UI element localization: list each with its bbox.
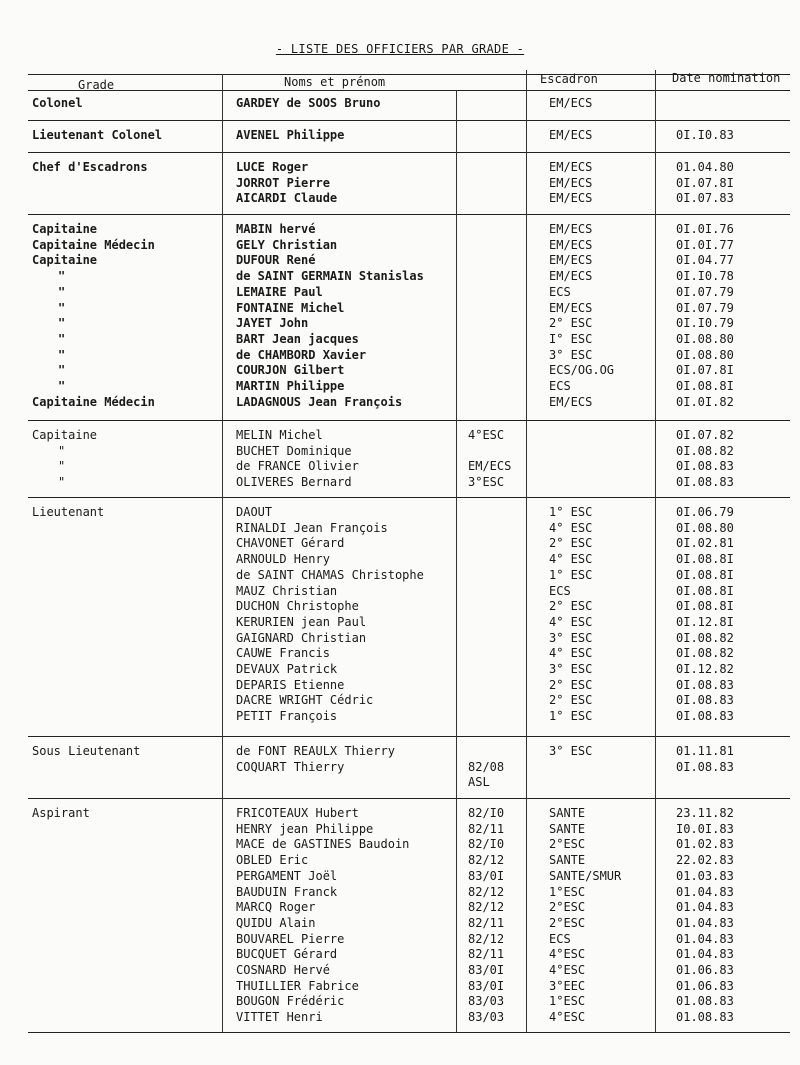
name-cell: BOUVAREL Pierre	[236, 931, 345, 946]
escadron-cell: 83/0I	[468, 963, 505, 977]
escadron-cell: SANTE	[549, 821, 586, 836]
escadron-cell: EM/ECS	[549, 160, 593, 174]
name-cell: LUCE Roger	[236, 160, 309, 174]
page-title: - LISTE DES OFFICIERS PAR GRADE -	[275, 42, 525, 56]
name-cell: MAUZ Christian	[236, 583, 338, 598]
name-cell: PERGAMENT Joël	[236, 868, 338, 883]
escadron-cell: 82/I0	[468, 837, 505, 852]
header-date: Date nomination	[672, 71, 781, 85]
name-cell: GARDEY de SOOS Bruno	[236, 96, 381, 110]
date-cell: 0I.07.79	[676, 284, 734, 299]
name-cell: DEVAUX Patrick	[236, 662, 338, 676]
name-cell: de SAINT CHAMAS Christophe	[236, 567, 424, 582]
escadron-cell: 82/11	[468, 947, 505, 962]
group-rule	[28, 420, 790, 421]
escadron-cell: 2° ESC	[549, 536, 593, 551]
grade-cell: Capitaine Médecin	[32, 394, 155, 409]
group-rule	[28, 736, 790, 737]
escadron-cell: ECS	[549, 931, 571, 946]
escadron-cell: 83/0I	[468, 868, 505, 883]
name-cell: HENRY jean Philippe	[236, 821, 374, 836]
name-cell: MARCQ Roger	[236, 900, 316, 915]
escadron-cell: EM/ECS	[549, 300, 593, 315]
escadron-cell: 1° ESC	[549, 709, 593, 724]
escadron-cell: 2°ESC	[549, 837, 586, 852]
escadron-cell: 82/08	[468, 759, 505, 774]
name-cell: OBLED Eric	[236, 853, 309, 868]
escadron-cell: 82/I0	[468, 806, 505, 820]
escadron-cell: SANTE	[549, 806, 586, 820]
header-noms: Noms et prénom	[284, 75, 386, 89]
date-cell: 0I.08.83	[676, 459, 734, 474]
escadron-cell: 1°ESC	[549, 884, 586, 899]
escadron-cell: EM/ECS	[549, 222, 593, 236]
escadron-cell: ECS	[549, 379, 571, 393]
date-cell: 0I.07.8I	[676, 363, 734, 378]
date-cell: 01.04.83	[676, 915, 734, 930]
escadron-cell: 1°ESC	[549, 994, 586, 1009]
escadron-cell: 2°ESC	[549, 915, 586, 930]
date-cell: 0I.08.82	[676, 646, 734, 661]
escadron-cell: EM/ECS	[549, 175, 593, 190]
grade-cell: Capitaine	[32, 222, 98, 236]
name-cell: de FONT REAULX Thierry	[236, 744, 395, 758]
column-divider	[655, 70, 656, 1032]
grade-cell: "	[58, 300, 66, 315]
name-cell: COQUART Thierry	[236, 759, 345, 774]
escadron-cell: 2°ESC	[549, 900, 586, 915]
escadron-cell: 4° ESC	[549, 646, 593, 661]
name-cell: BAUDUIN Franck	[236, 884, 338, 899]
date-cell: 0I.08.8I	[676, 567, 734, 582]
grade-cell: Aspirant	[32, 806, 90, 820]
date-cell: 0I.0I.77	[676, 237, 734, 252]
escadron-cell: EM/ECS	[549, 237, 593, 252]
escadron-cell: ASL	[468, 775, 490, 790]
date-cell: 01.03.83	[676, 868, 734, 883]
group-rule	[28, 152, 790, 153]
name-cell: LEMAIRE Paul	[236, 284, 323, 299]
name-cell: BOUGON Frédéric	[236, 994, 345, 1009]
date-cell: 0I.12.8I	[676, 614, 734, 629]
date-cell: 0I.08.8I	[676, 583, 734, 598]
name-cell: MACE de GASTINES Baudoin	[236, 837, 410, 852]
name-cell: ARNOULD Henry	[236, 552, 330, 567]
grade-cell: Chef d'Escadrons	[32, 160, 148, 174]
date-cell: 0I.04.77	[676, 253, 734, 268]
escadron-cell: 2° ESC	[549, 693, 593, 708]
escadron-cell: 83/03	[468, 994, 505, 1009]
name-cell: AICARDI Claude	[236, 191, 338, 206]
date-cell: 22.02.83	[676, 853, 734, 868]
escadron-cell: 82/12	[468, 900, 505, 915]
name-cell: PETIT François	[236, 709, 338, 724]
name-cell: AVENEL Philippe	[236, 128, 345, 142]
escadron-cell: 4°ESC	[468, 428, 505, 442]
name-cell: JAYET John	[236, 316, 309, 331]
group-rule	[28, 120, 790, 121]
escadron-cell: 4°ESC	[549, 947, 586, 962]
escadron-cell: 82/11	[468, 821, 505, 836]
date-cell: 0I.08.80	[676, 520, 734, 535]
name-cell: de CHAMBORD Xavier	[236, 347, 367, 362]
name-cell: MABIN hervé	[236, 222, 316, 236]
escadron-cell: 82/12	[468, 931, 505, 946]
name-cell: FRICOTEAUX Hubert	[236, 806, 359, 820]
date-cell: 0I.06.79	[676, 505, 734, 519]
date-cell: 0I.08.82	[676, 630, 734, 645]
name-cell: QUIDU Alain	[236, 915, 316, 930]
escadron-cell: 3°ESC	[468, 475, 505, 490]
date-cell: 0I.08.8I	[676, 379, 734, 393]
escadron-cell: 1° ESC	[549, 567, 593, 582]
header-bottom-rule	[28, 90, 790, 91]
grade-cell: Capitaine	[32, 428, 98, 442]
grade-cell: Lieutenant	[32, 505, 105, 519]
escadron-cell: EM/ECS	[549, 96, 593, 110]
date-cell: 0I.08.82	[676, 443, 734, 458]
column-divider	[456, 90, 457, 1032]
grade-cell: "	[58, 443, 66, 458]
escadron-cell: 2° ESC	[549, 599, 593, 614]
escadron-cell: 3° ESC	[549, 630, 593, 645]
escadron-cell: 3° ESC	[549, 347, 593, 362]
escadron-cell: I° ESC	[549, 331, 593, 346]
name-cell: FONTAINE Michel	[236, 300, 345, 315]
name-cell: GELY Christian	[236, 237, 338, 252]
date-cell: I0.0I.83	[676, 821, 734, 836]
escadron-cell: EM/ECS	[549, 394, 593, 409]
escadron-cell: 4° ESC	[549, 614, 593, 629]
date-cell: 0I.07.8I	[676, 175, 734, 190]
escadron-cell: EM/ECS	[468, 459, 512, 474]
date-cell: 01.11.81	[676, 744, 734, 758]
grade-cell: Colonel	[32, 96, 83, 110]
grade-cell: Capitaine	[32, 253, 98, 268]
date-cell: 0I.I0.78	[676, 269, 734, 284]
name-cell: CHAVONET Gérard	[236, 536, 345, 551]
name-cell: OLIVERES Bernard	[236, 475, 352, 490]
date-cell: 0I.08.83	[676, 475, 734, 490]
grade-cell: Lieutenant Colonel	[32, 128, 163, 142]
date-cell: 0I.I0.79	[676, 316, 734, 331]
name-cell: DACRE WRIGHT Cédric	[236, 693, 374, 708]
escadron-cell: EM/ECS	[549, 191, 593, 206]
escadron-cell: ECS	[549, 583, 571, 598]
table-bottom-rule	[28, 1032, 790, 1033]
date-cell: 0I.12.82	[676, 662, 734, 676]
group-rule	[28, 497, 790, 498]
escadron-cell: ECS/OG.OG	[549, 363, 615, 378]
date-cell: 0I.0I.76	[676, 222, 734, 236]
name-cell: DUCHON Christophe	[236, 599, 359, 614]
grade-cell: "	[58, 475, 66, 490]
date-cell: 0I.08.8I	[676, 599, 734, 614]
escadron-cell: 2° ESC	[549, 677, 593, 692]
date-cell: 0I.0I.82	[676, 394, 734, 409]
date-cell: 23.11.82	[676, 806, 734, 820]
grade-cell: Sous Lieutenant	[32, 744, 141, 758]
date-cell: 0I.08.83	[676, 759, 734, 774]
grade-cell: "	[58, 379, 66, 393]
name-cell: VITTET Henri	[236, 1010, 323, 1025]
escadron-cell: 82/11	[468, 915, 505, 930]
date-cell: 0I.08.80	[676, 331, 734, 346]
escadron-cell: 4° ESC	[549, 520, 593, 535]
escadron-cell: 3°EEC	[549, 978, 586, 993]
escadron-cell: 4°ESC	[549, 1010, 586, 1025]
name-cell: JORROT Pierre	[236, 175, 330, 190]
date-cell: 0I.08.83	[676, 709, 734, 724]
escadron-cell: 3° ESC	[549, 744, 593, 758]
date-cell: 0I.07.82	[676, 428, 734, 442]
name-cell: de FRANCE Olivier	[236, 459, 359, 474]
escadron-cell: EM/ECS	[549, 253, 593, 268]
escadron-cell: EM/ECS	[549, 128, 593, 142]
name-cell: CAUWE Francis	[236, 646, 330, 661]
escadron-cell: 82/12	[468, 884, 505, 899]
date-cell: 01.04.83	[676, 931, 734, 946]
grade-cell: Capitaine Médecin	[32, 237, 155, 252]
header-escadron: Escadron	[540, 72, 598, 86]
grade-cell: "	[58, 459, 66, 474]
escadron-cell: 1° ESC	[549, 505, 593, 519]
date-cell: 01.08.83	[676, 994, 734, 1009]
name-cell: LADAGNOUS Jean François	[236, 394, 403, 409]
name-cell: MARTIN Philippe	[236, 379, 345, 393]
date-cell: 01.08.83	[676, 1010, 734, 1025]
escadron-cell: 4° ESC	[549, 552, 593, 567]
name-cell: KERURIEN jean Paul	[236, 614, 367, 629]
escadron-cell: 82/12	[468, 853, 505, 868]
grade-cell: "	[58, 269, 66, 284]
grade-cell: "	[58, 316, 66, 331]
name-cell: DEPARIS Etienne	[236, 677, 345, 692]
date-cell: 0I.02.81	[676, 536, 734, 551]
escadron-cell: 83/03	[468, 1010, 505, 1025]
name-cell: RINALDI Jean François	[236, 520, 388, 535]
name-cell: BART Jean jacques	[236, 331, 359, 346]
group-rule	[28, 798, 790, 799]
date-cell: 0I.08.83	[676, 677, 734, 692]
grade-cell: "	[58, 347, 66, 362]
date-cell: 01.06.83	[676, 978, 734, 993]
name-cell: GAIGNARD Christian	[236, 630, 367, 645]
escadron-cell: 4°ESC	[549, 963, 586, 977]
group-rule	[28, 214, 790, 215]
date-cell: 01.04.83	[676, 947, 734, 962]
date-cell: 01.02.83	[676, 837, 734, 852]
column-divider	[526, 70, 527, 1032]
name-cell: BUCQUET Gérard	[236, 947, 338, 962]
escadron-cell: EM/ECS	[549, 269, 593, 284]
date-cell: 0I.I0.83	[676, 128, 734, 142]
name-cell: THUILLIER Fabrice	[236, 978, 359, 993]
name-cell: DUFOUR René	[236, 253, 316, 268]
column-divider	[222, 74, 223, 1032]
grade-cell: "	[58, 363, 66, 378]
date-cell: 01.04.83	[676, 884, 734, 899]
date-cell: 01.04.83	[676, 900, 734, 915]
escadron-cell: SANTE	[549, 853, 586, 868]
date-cell: 0I.08.83	[676, 693, 734, 708]
date-cell: 0I.07.83	[676, 191, 734, 206]
grade-cell: "	[58, 331, 66, 346]
header-grade: Grade	[78, 78, 115, 92]
escadron-cell: SANTE/SMUR	[549, 868, 622, 883]
date-cell: 01.04.80	[676, 160, 734, 174]
grade-cell: "	[58, 284, 66, 299]
name-cell: de SAINT GERMAIN Stanislas	[236, 269, 424, 284]
name-cell: COURJON Gilbert	[236, 363, 345, 378]
date-cell: 0I.07.79	[676, 300, 734, 315]
escadron-cell: 83/0I	[468, 978, 505, 993]
escadron-cell: 3° ESC	[549, 662, 593, 676]
name-cell: MELIN Michel	[236, 428, 323, 442]
date-cell: 0I.08.8I	[676, 552, 734, 567]
date-cell: 01.06.83	[676, 963, 734, 977]
escadron-cell: 2° ESC	[549, 316, 593, 331]
name-cell: COSNARD Hervé	[236, 963, 330, 977]
name-cell: BUCHET Dominique	[236, 443, 352, 458]
escadron-cell: ECS	[549, 284, 571, 299]
name-cell: DAOUT	[236, 505, 273, 519]
date-cell: 0I.08.80	[676, 347, 734, 362]
